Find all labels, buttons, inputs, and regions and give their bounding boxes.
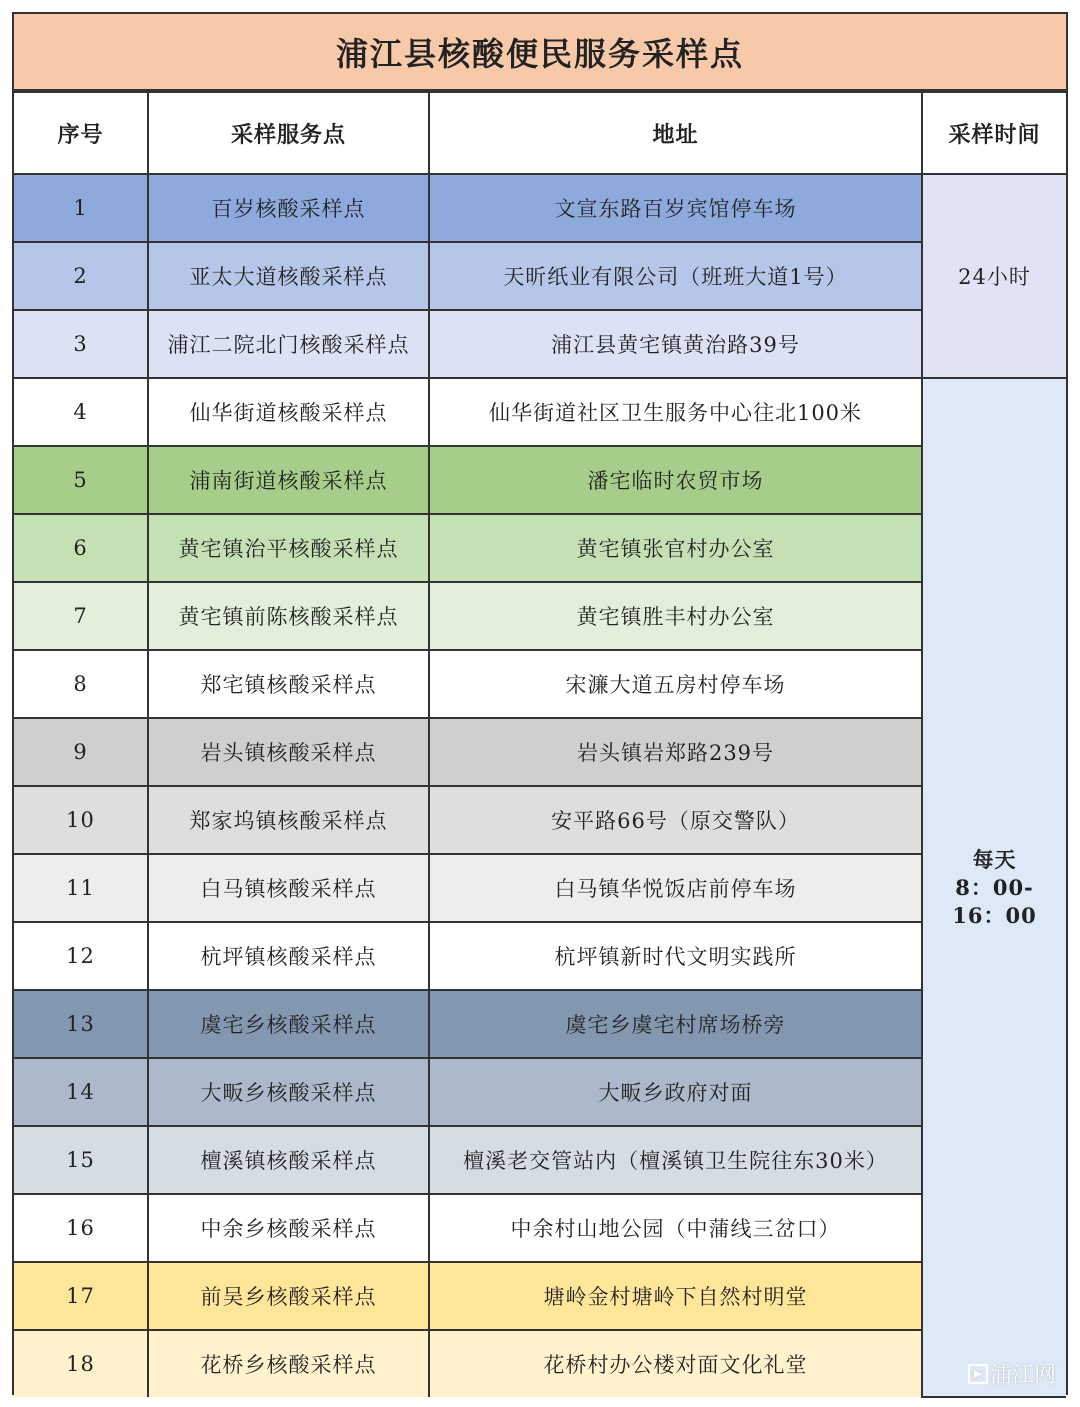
cell-address: 仙华街道社区卫生服务中心往北100米 <box>429 378 922 446</box>
cell-address: 中余村山地公园（中蒲线三岔口） <box>429 1194 922 1262</box>
cell-no: 17 <box>14 1262 148 1330</box>
cell-site: 黄宅镇治平核酸采样点 <box>148 514 429 582</box>
cell-address: 文宣东路百岁宾馆停车场 <box>429 174 922 242</box>
cell-address: 潘宅临时农贸市场 <box>429 446 922 514</box>
play-icon: ▶ <box>968 1364 988 1384</box>
header-address: 地址 <box>429 92 922 174</box>
cell-site: 中余乡核酸采样点 <box>148 1194 429 1262</box>
table-row <box>14 990 1066 1058</box>
page-title: 浦江县核酸便民服务采样点 <box>14 14 1066 91</box>
cell-address: 岩头镇岩郑路239号 <box>429 718 922 786</box>
time-line: 8：00- <box>955 874 1034 900</box>
time-cell-daily <box>922 378 1066 1397</box>
cell-site: 郑家坞镇核酸采样点 <box>148 786 429 854</box>
table-row <box>14 1126 1066 1194</box>
table-row <box>14 854 1066 922</box>
cell-site: 前吴乡核酸采样点 <box>148 1262 429 1330</box>
cell-no: 15 <box>14 1126 148 1194</box>
cell-site: 浦江二院北门核酸采样点 <box>148 310 429 378</box>
cell-no: 16 <box>14 1194 148 1262</box>
cell-no: 6 <box>14 514 148 582</box>
cell-no: 5 <box>14 446 148 514</box>
cell-site: 虞宅乡核酸采样点 <box>148 990 429 1058</box>
cell-site: 仙华街道核酸采样点 <box>148 378 429 446</box>
cell-no: 1 <box>14 174 148 242</box>
cell-address: 浦江县黄宅镇黄治路39号 <box>429 310 922 378</box>
table-body <box>14 174 1066 1397</box>
cell-no: 18 <box>14 1330 148 1397</box>
cell-site: 花桥乡核酸采样点 <box>148 1330 429 1397</box>
table-row <box>14 922 1066 990</box>
cell-no: 7 <box>14 582 148 650</box>
table-row <box>14 446 1066 514</box>
table-row <box>14 1262 1066 1330</box>
time-line: 16：00 <box>952 902 1037 928</box>
cell-no: 10 <box>14 786 148 854</box>
table-row <box>14 310 1066 378</box>
cell-no: 12 <box>14 922 148 990</box>
cell-site: 百岁核酸采样点 <box>148 174 429 242</box>
cell-site: 檀溪镇核酸采样点 <box>148 1126 429 1194</box>
header-row <box>14 92 1066 174</box>
time-cell-24h: 24小时 <box>922 174 1066 378</box>
table-row <box>14 1330 1066 1397</box>
watermark <box>968 1358 1056 1389</box>
cell-address: 塘岭金村塘岭下自然村明堂 <box>429 1262 922 1330</box>
table-row <box>14 1194 1066 1262</box>
cell-address: 宋濂大道五房村停车场 <box>429 650 922 718</box>
cell-no: 11 <box>14 854 148 922</box>
table-row <box>14 174 1066 242</box>
cell-site: 杭坪镇核酸采样点 <box>148 922 429 990</box>
table-row <box>14 650 1066 718</box>
cell-no: 9 <box>14 718 148 786</box>
table-row <box>14 582 1066 650</box>
cell-address: 白马镇华悦饭店前停车场 <box>429 854 922 922</box>
cell-address: 黄宅镇胜丰村办公室 <box>429 582 922 650</box>
table-row <box>14 786 1066 854</box>
cell-site: 郑宅镇核酸采样点 <box>148 650 429 718</box>
table-row <box>14 1058 1066 1126</box>
cell-address: 黄宅镇张官村办公室 <box>429 514 922 582</box>
cell-site: 大畈乡核酸采样点 <box>148 1058 429 1126</box>
cell-no: 3 <box>14 310 148 378</box>
cell-address: 天昕纸业有限公司（班班大道1号） <box>429 242 922 310</box>
cell-no: 8 <box>14 650 148 718</box>
cell-no: 4 <box>14 378 148 446</box>
cell-site: 亚太大道核酸采样点 <box>148 242 429 310</box>
table-frame <box>12 12 1068 1395</box>
header-time: 采样时间 <box>922 92 1066 174</box>
cell-no: 13 <box>14 990 148 1058</box>
header-no: 序号 <box>14 92 148 174</box>
cell-no: 2 <box>14 242 148 310</box>
cell-site: 黄宅镇前陈核酸采样点 <box>148 582 429 650</box>
watermark-text: 浦江网 <box>989 1363 1056 1388</box>
cell-address: 檀溪老交管站内（檀溪镇卫生院往东30米） <box>429 1126 922 1194</box>
cell-address: 安平路66号（原交警队） <box>429 786 922 854</box>
cell-no: 14 <box>14 1058 148 1126</box>
cell-address: 大畈乡政府对面 <box>429 1058 922 1126</box>
table-row <box>14 718 1066 786</box>
table-row <box>14 378 1066 446</box>
cell-site: 白马镇核酸采样点 <box>148 854 429 922</box>
table-row <box>14 514 1066 582</box>
sampling-sites-table <box>14 91 1066 1398</box>
cell-site: 浦南街道核酸采样点 <box>148 446 429 514</box>
header-site: 采样服务点 <box>148 92 429 174</box>
table-row <box>14 242 1066 310</box>
cell-address: 虞宅乡虞宅村席场桥旁 <box>429 990 922 1058</box>
cell-address: 花桥村办公楼对面文化礼堂 <box>429 1330 922 1397</box>
cell-site: 岩头镇核酸采样点 <box>148 718 429 786</box>
time-line: 每天 <box>972 846 1017 872</box>
cell-address: 杭坪镇新时代文明实践所 <box>429 922 922 990</box>
